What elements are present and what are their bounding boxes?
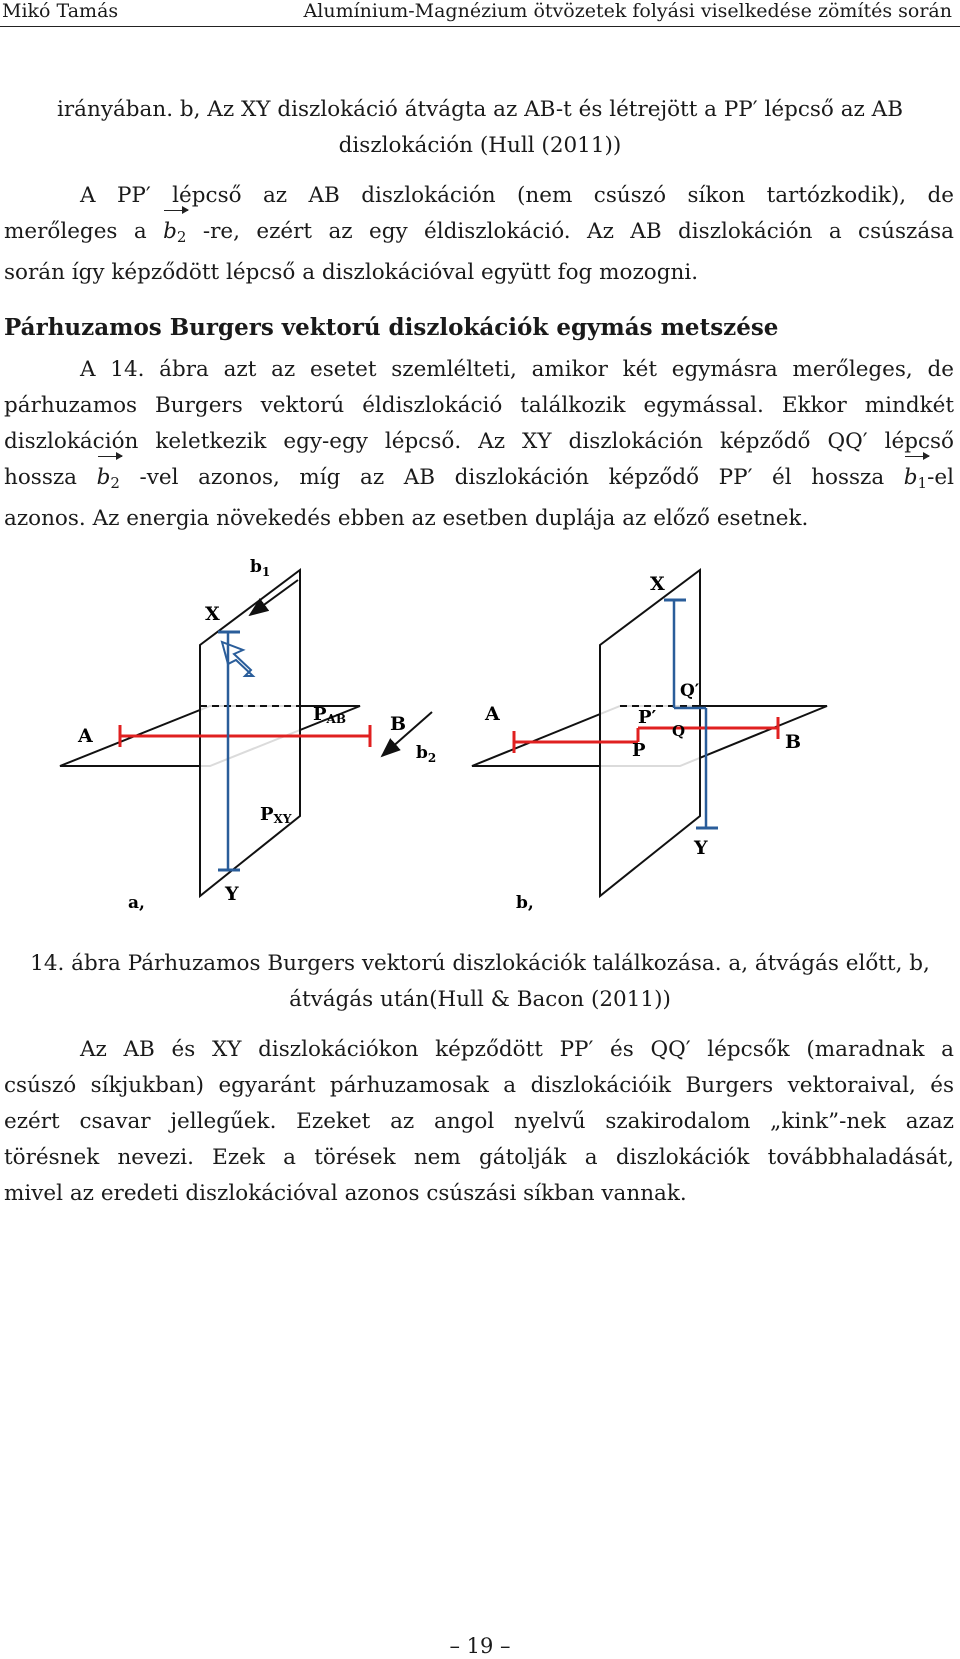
panel-b bbox=[472, 570, 827, 913]
text-line bbox=[4, 460, 954, 501]
svg-text:X: X bbox=[650, 573, 665, 595]
panel-a bbox=[60, 557, 436, 913]
text-span: -el bbox=[927, 465, 954, 490]
text-line: során így képződött lépcső a diszlokációval együtt fog mozogni. bbox=[4, 260, 699, 285]
svg-text:P′: P′ bbox=[638, 707, 657, 728]
paragraph-2 bbox=[4, 352, 954, 537]
text-line: párhuzamos Burgers vektorú éldiszlokáció találkozik egymással. Ekkor mindkét bbox=[4, 393, 954, 418]
svg-text:Y: Y bbox=[225, 883, 239, 905]
text-line: törésnek nevezi. Ezek a törések nem gátolják a diszlokációk továbbhaladását, bbox=[4, 1145, 954, 1170]
text-line: mivel az eredeti diszlokációval azonos csúszási síkban vannak. bbox=[4, 1181, 687, 1206]
svg-text:B: B bbox=[390, 713, 407, 735]
figure-caption bbox=[0, 946, 960, 1018]
text-line: ezért csavar jellegűek. Ezeket az angol nyelvű szakirodalom „kink”-nek azaz bbox=[4, 1109, 954, 1134]
caption-line: diszlokáción (Hull (2011)) bbox=[338, 133, 622, 158]
caption-continuation bbox=[0, 92, 960, 164]
page-number: – 19 – bbox=[449, 1634, 511, 1658]
paragraph-1 bbox=[4, 178, 954, 291]
text-span bbox=[904, 465, 954, 490]
svg-text:PAB: PAB bbox=[313, 704, 346, 726]
svg-text:Y: Y bbox=[694, 837, 708, 859]
section-heading: Párhuzamos Burgers vektorú diszlokációk egymás metszése bbox=[4, 314, 779, 341]
caption-line: 14. ábra Párhuzamos Burgers vektorú diszlokációk találkozása. a, átvágás előtt, b, bbox=[30, 951, 930, 976]
caption-line: irányában. b, Az XY diszlokáció átvágta az AB-t és létrejött a PP′ lépcső az AB bbox=[57, 97, 903, 122]
svg-text:b2: $b_2$ bbox=[416, 743, 437, 765]
svg-text:B: B bbox=[785, 731, 802, 753]
svg-text:b,: b, bbox=[516, 893, 534, 913]
caption-line: átvágás után(Hull & Bacon (2011)) bbox=[289, 987, 671, 1012]
header-title: Alumínium-Magnézium ötvözetek folyási viselkedése zömítés során bbox=[303, 0, 952, 22]
header-author: Mikó Tamás bbox=[2, 0, 119, 22]
running-header bbox=[0, 0, 960, 27]
burgers-vector-b1 bbox=[904, 460, 927, 501]
burgers-vector-b2 bbox=[163, 214, 186, 255]
text-line bbox=[4, 214, 954, 255]
paragraph-3 bbox=[4, 1032, 954, 1212]
vector-symbol: b bbox=[903, 465, 918, 490]
text-span: merőleges a bbox=[4, 219, 147, 244]
text-span: -vel azonos, míg az AB diszlokáción képződő PP′ él hossza bbox=[139, 465, 885, 490]
vector-symbol: b bbox=[163, 219, 177, 244]
svg-text:Q′: Q′ bbox=[680, 681, 700, 701]
vector-subscript: 2 bbox=[110, 474, 120, 492]
text-line: azonos. Az energia növekedés ebben az esetben duplája az előző esetnek. bbox=[4, 506, 809, 531]
text-span: hossza bbox=[4, 465, 78, 490]
vector-subscript: 1 bbox=[917, 474, 928, 492]
svg-text:A: A bbox=[485, 703, 500, 725]
text-line: diszlokáción keletkezik egy-egy lépcső. Az XY diszlokáción képződő QQ′ lépcső bbox=[4, 429, 954, 454]
figure-drawing bbox=[60, 557, 930, 970]
text-line: A PP′ lépcső az AB diszlokáción (nem csúszó síkon tartózkodik), de bbox=[80, 183, 954, 208]
vector-symbol: b bbox=[96, 465, 111, 490]
svg-text:b1: $b_1$ bbox=[250, 557, 271, 579]
text-line: A 14. ábra azt az esetet szemlélteti, amikor két egymásra merőleges, de bbox=[80, 357, 954, 382]
svg-text:P: P bbox=[632, 740, 646, 761]
vector-subscript: 2 bbox=[176, 228, 187, 246]
svg-text:PXY: PXY bbox=[260, 804, 292, 826]
svg-text:Q: Q bbox=[672, 722, 686, 740]
label-X: X bbox=[205, 603, 220, 625]
text-line: csúszó síkjukban) egyaránt párhuzamosak a diszlokációik Burgers vektoraival, és bbox=[4, 1073, 954, 1098]
figure-14 bbox=[60, 557, 930, 970]
text-span: -re, ezért az egy éldiszlokáció. Az AB diszlokáción a csúszása bbox=[202, 219, 954, 244]
burgers-vector-b2 bbox=[97, 460, 120, 501]
text-line: Az AB és XY diszlokációkon képződött PP′ és QQ′ lépcsők (maradnak a bbox=[80, 1037, 954, 1062]
svg-text:A: A bbox=[78, 725, 93, 747]
svg-text:a,: a, bbox=[128, 893, 145, 913]
